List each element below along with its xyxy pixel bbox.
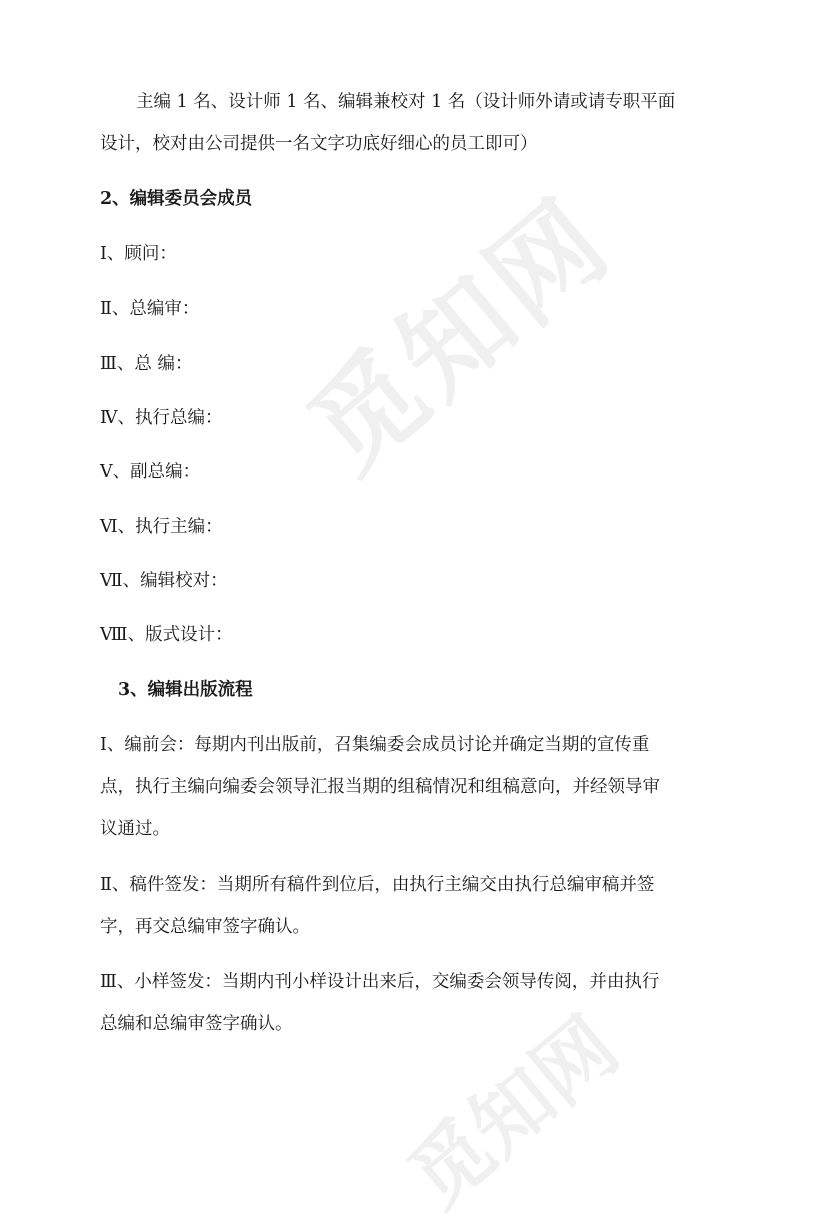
- watermark: 觅知网: [285, 174, 635, 497]
- section2-heading: 2、编辑委员会成员: [100, 189, 253, 209]
- step-2-line-1: Ⅱ、稿件签发：当期所有稿件到位后，由执行主编交由执行总编审稿并签: [100, 875, 655, 895]
- intro-line-1: 主编 1 名、设计师 1 名、编辑兼校对 1 名（设计师外请或请专职平面: [136, 92, 676, 112]
- step-1-line-2: 点，执行主编向编委会领导汇报当期的组稿情况和组稿意向，并经领导审: [100, 777, 660, 797]
- member-item-editor-in-chief: Ⅲ、总 编：: [100, 354, 193, 374]
- member-item-advisor: Ⅰ、顾问：: [100, 244, 177, 264]
- section3-heading: 3、编辑出版流程: [118, 680, 253, 700]
- step-1-line-1: Ⅰ、编前会：每期内刊出版前，召集编委会成员讨论并确定当期的宣传重: [100, 735, 650, 755]
- watermark-bottom: 觅知网: [391, 999, 636, 1226]
- step-3-line-1: Ⅲ、小样签发：当期内刊小样设计出来后，交编委会领导传阅，并由执行: [100, 972, 660, 992]
- member-item-executive-editor: Ⅵ、执行主编：: [100, 517, 223, 537]
- member-item-executive-chief: Ⅳ、执行总编：: [100, 408, 223, 428]
- step-3-line-2: 总编和总编审签字确认。: [100, 1014, 293, 1034]
- step-2-line-2: 字，再交总编审签字确认。: [100, 917, 310, 937]
- member-item-deputy-chief: Ⅴ、副总编：: [100, 462, 201, 482]
- member-item-chief-reviewer: Ⅱ、总编审：: [100, 299, 200, 319]
- member-item-proofreader: Ⅶ、编辑校对：: [100, 571, 228, 591]
- member-item-layout-design: Ⅷ、版式设计：: [100, 625, 233, 645]
- intro-line-2: 设计，校对由公司提供一名文字功底好细心的员工即可）: [100, 134, 538, 154]
- step-1-line-3: 议通过。: [100, 819, 170, 839]
